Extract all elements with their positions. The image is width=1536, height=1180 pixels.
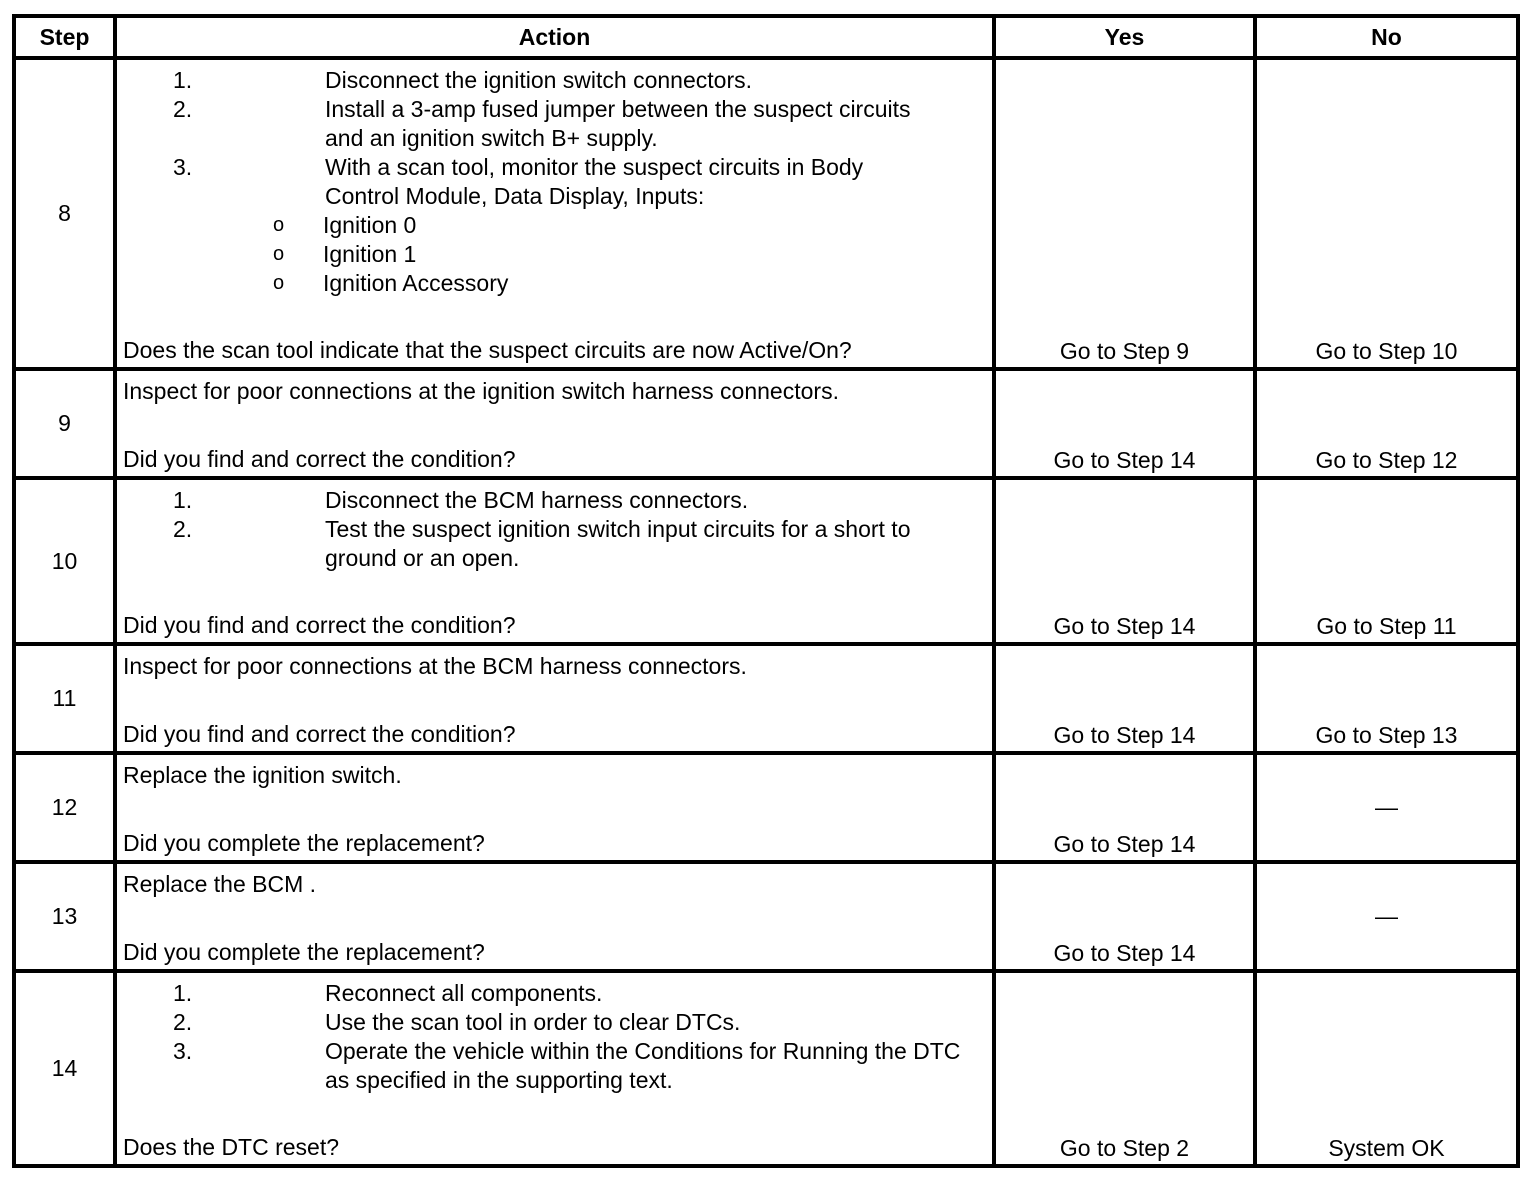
- action-list: [117, 973, 992, 1095]
- no-cell: Go to Step 12: [1255, 369, 1518, 478]
- list-item: [117, 1037, 992, 1095]
- list-item: [117, 153, 992, 211]
- item-number: 1.: [173, 67, 193, 93]
- action-cell: [115, 971, 994, 1166]
- sub-list-item: [117, 211, 992, 240]
- list-item: [117, 486, 992, 515]
- yes-cell: Go to Step 9: [994, 58, 1255, 369]
- no-cell: Go to Step 11: [1255, 478, 1518, 644]
- action-cell: [115, 478, 994, 644]
- table-row: [14, 753, 1518, 862]
- item-text: With a scan tool, monitor the suspect circuits in Body Control Module, Data Display, Inputs:: [325, 154, 864, 209]
- step-number: 9: [14, 369, 115, 478]
- bullet-icon: o: [273, 214, 285, 236]
- no-cell: Go to Step 10: [1255, 58, 1518, 369]
- question-text: Did you find and correct the condition?: [123, 721, 516, 747]
- action-cell: [115, 753, 994, 862]
- no-cell: Go to Step 13: [1255, 644, 1518, 753]
- item-text: Disconnect the BCM harness connectors.: [325, 487, 749, 513]
- list-item: [117, 66, 992, 95]
- item-number: 3.: [173, 1038, 193, 1064]
- list-item: [117, 515, 992, 573]
- header-no: No: [1255, 16, 1518, 58]
- item-text: Operate the vehicle within the Conditions for Running the DTC as specified in the supporting text.: [325, 1038, 961, 1093]
- item-number: 1.: [173, 487, 193, 513]
- yes-cell: Go to Step 14: [994, 862, 1255, 971]
- question-text: Does the DTC reset?: [123, 1134, 340, 1160]
- item-number: 2.: [173, 516, 193, 542]
- list-item: [117, 95, 992, 153]
- header-yes: Yes: [994, 16, 1255, 58]
- action-text: Inspect for poor connections at the BCM harness connectors.: [123, 653, 747, 679]
- question-text: Did you complete the replacement?: [123, 939, 485, 965]
- table-row: [14, 644, 1518, 753]
- sub-list-item: [117, 269, 992, 298]
- action-list: [117, 480, 992, 573]
- item-number: 3.: [173, 154, 193, 180]
- sub-item-text: Ignition Accessory: [323, 270, 509, 296]
- header-step: Step: [14, 16, 115, 58]
- yes-cell: Go to Step 2: [994, 971, 1255, 1166]
- item-number: 2.: [173, 1009, 193, 1035]
- step-number: 12: [14, 753, 115, 862]
- sub-item-text: Ignition 0: [323, 212, 417, 238]
- action-cell: [115, 369, 994, 478]
- step-number: 10: [14, 478, 115, 644]
- no-cell: System OK: [1255, 971, 1518, 1166]
- yes-cell: Go to Step 14: [994, 478, 1255, 644]
- item-text: Install a 3-amp fused jumper between the suspect circuits and an ignition switch B+ supply.: [325, 96, 911, 151]
- item-text: Disconnect the ignition switch connectors.: [325, 67, 752, 93]
- question-text: Did you find and correct the condition?: [123, 446, 516, 472]
- question-text: Did you complete the replacement?: [123, 830, 485, 856]
- yes-cell: Go to Step 14: [994, 753, 1255, 862]
- table-row: [14, 369, 1518, 478]
- sub-item-text: Ignition 1: [323, 241, 417, 267]
- bullet-icon: o: [273, 243, 285, 265]
- item-number: 1.: [173, 980, 193, 1006]
- item-text: Use the scan tool in order to clear DTCs.: [325, 1009, 741, 1035]
- action-text: Inspect for poor connections at the ignition switch harness connectors.: [123, 378, 839, 404]
- list-item: [117, 1008, 992, 1037]
- sub-list: [117, 211, 992, 298]
- yes-cell: Go to Step 14: [994, 644, 1255, 753]
- list-item: [117, 979, 992, 1008]
- action-text: Replace the ignition switch.: [123, 762, 402, 788]
- step-number: 13: [14, 862, 115, 971]
- step-number: 14: [14, 971, 115, 1166]
- table-row: [14, 971, 1518, 1166]
- step-number: 8: [14, 58, 115, 369]
- item-number: 2.: [173, 96, 193, 122]
- action-cell: [115, 58, 994, 369]
- table-row: [14, 58, 1518, 369]
- action-cell: [115, 644, 994, 753]
- table-row: [14, 862, 1518, 971]
- question-text: Did you find and correct the condition?: [123, 612, 516, 638]
- yes-cell: Go to Step 14: [994, 369, 1255, 478]
- diagnostic-table: [12, 14, 1520, 1168]
- table-row: [14, 478, 1518, 644]
- action-cell: [115, 862, 994, 971]
- header-action: Action: [115, 16, 994, 58]
- action-text: Replace the BCM .: [123, 871, 317, 897]
- item-text: Test the suspect ignition switch input circuits for a short to ground or an open.: [325, 516, 911, 571]
- no-cell: —: [1255, 862, 1518, 971]
- bullet-icon: o: [273, 272, 285, 294]
- action-list: [117, 60, 992, 211]
- header-row: [14, 16, 1518, 58]
- item-text: Reconnect all components.: [325, 980, 603, 1006]
- step-number: 11: [14, 644, 115, 753]
- no-cell: —: [1255, 753, 1518, 862]
- question-text: Does the scan tool indicate that the suspect circuits are now Active/On?: [123, 337, 852, 363]
- sub-list-item: [117, 240, 992, 269]
